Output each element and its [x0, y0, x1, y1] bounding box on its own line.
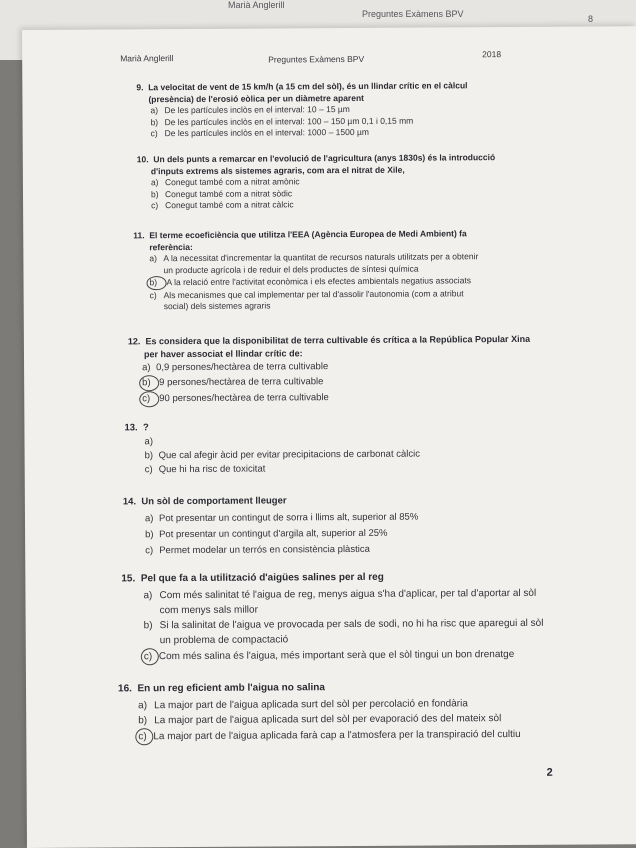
underlying-author: Marià Anglerill — [228, 0, 285, 10]
option-a: a) De les partícules inclòs en el interval: 10 – 15 µm — [150, 103, 350, 116]
question-text: 12. Es considera que la disponibilitat de terra cultivable és crítica a la República Popular Xina per haver associat el llindar crític de: — [127, 333, 531, 360]
option-a: a) Pot presentar un contingut de sorra i llims alt, superior al 85% — [144, 511, 419, 525]
header-title: Preguntes Exàmens BPV — [268, 53, 365, 65]
question-text: 11. El terme ecoeficiència que utilitza l'EEA (Agència Europea de Medi Ambient) fa referència: — [133, 228, 467, 253]
header-year: 2018 — [482, 49, 502, 60]
question-text: 14. Un sòl de comportament lleuger — [122, 495, 287, 508]
option-a: a) — [144, 436, 154, 448]
question-9 — [136, 78, 636, 140]
option-b: b) Conegut també com a nitrat sòdic — [150, 187, 293, 199]
option-c: c) 90 persones/hectàrea de terra cultivable — [142, 388, 636, 407]
option-b: b) 9 persones/hectàrea de terra cultivable — [142, 372, 636, 391]
underlying-page-number: 8 — [588, 14, 594, 24]
question-16 — [118, 678, 636, 745]
option-a-continued: com menys sals millor — [159, 604, 258, 617]
question-text: 15. Pel que fa a la utilització d'aigües salines per al reg — [121, 571, 384, 585]
page-number: 2 — [546, 766, 553, 779]
exam-sheet — [22, 26, 636, 848]
underlying-title: Preguntes Exàmens BPV — [362, 9, 464, 19]
question-11 — [133, 226, 636, 313]
option-c: c) Als mecanismes que cal implementar per tal d'assolir l'autonomia (com a atribut — [149, 287, 464, 300]
option-a: a) A la necessitat d'incrementar la quantitat de recursos naturals utilitzats per a obtenir — [149, 251, 479, 264]
question-15 — [121, 568, 636, 665]
option-c: c) Com més salina és l'aigua, més important serà que el sòl tingui un bon drenatge — [144, 645, 636, 665]
question-12 — [128, 332, 636, 407]
option-c: c) Que hi ha risc de toxicitat — [144, 463, 266, 476]
option-b: b) Pot presentar un contingut d'argila alt, superior al 25% — [145, 527, 388, 541]
question-10 — [137, 150, 636, 212]
option-c: c) Conegut també com a nitrat càlcic — [151, 199, 294, 211]
option-b: b) Si la salinitat de l'aigua ve provocada per sals de sodi, no hi ha risc que aparegui al sòl — [143, 617, 544, 632]
question-text: 16. En un reg eficient amb l'aigua no salina — [117, 682, 325, 695]
option-c: c) Permet modelar un terrós en consistència plàstica — [145, 543, 370, 557]
option-b: b) Que cal afegir àcid per evitar precipitacions de carbonat càlcic — [144, 448, 421, 462]
question-text: 10. Un dels punts a remarcar en l'evolució de l'agricultura (anys 1830s) és la introducció d'inputs extrems als sistemes agraris, com ara el nitrat de Xile, — [136, 152, 496, 177]
question-text: 9. La velocitat de vent de 15 km/h (a 15 cm del sòl), és un llindar crític en el càlcul (presència) de l'erosió eòlica per un diàmetre aparent — [136, 80, 468, 105]
option-b: b) La major part de l'aigua aplicada surt del sòl per evaporació des del mateix sòl — [138, 713, 502, 727]
option-b: b) A la relació entre l'activitat econòmica i els efectes ambientals negatius associats — [150, 273, 636, 289]
option-c: c) De les partícules inclòs en el interval: 1000 – 1500 µm — [150, 126, 369, 139]
option-a: a) Conegut també com a nitrat amònic — [150, 176, 300, 188]
option-b: b) De les partícules inclòs en el interval: 100 – 150 µm 0,1 i 0,15 mm — [150, 115, 414, 127]
question-text: 13. ? — [124, 422, 149, 434]
option-b-continued: un problema de compactació — [159, 634, 289, 647]
header-author: Marià Anglerill — [120, 53, 174, 64]
question-14 — [123, 492, 636, 559]
question-13 — [124, 418, 636, 477]
option-c-continued: social) dels sistemes agraris — [163, 300, 271, 312]
option-a: a) 0,9 persones/hectàrea de terra cultivable — [142, 361, 329, 374]
option-a: a) Com més salinitat té l'aigua de reg, menys aigua s'ha d'aplicar, per tal d'aportar al sòl — [143, 587, 537, 602]
option-a-continued: un producte agrícola i de reduir el dels productes de síntesi química — [163, 263, 419, 275]
option-a: a) La major part de l'aigua aplicada surt del sòl per percolació en fondària — [138, 698, 468, 712]
option-c: c) La major part de l'aigua aplicada farà cap a l'atmosfera per la transpiració del cultiu — [138, 725, 636, 745]
